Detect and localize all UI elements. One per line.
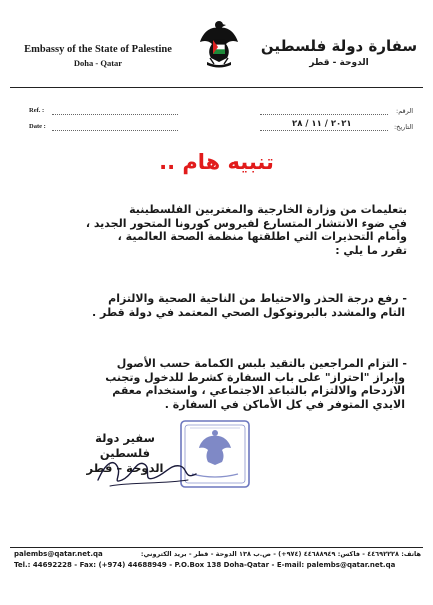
handwritten-signature (92, 450, 202, 492)
header-divider (10, 87, 423, 88)
point-two-line: الايدي المتوفر في كل الأماكن في السفارة . (164, 397, 405, 411)
date-label: Date : (29, 123, 46, 130)
footer-contact-english: Tel.: 44692228 - Fax: (+974) 44688949 - P.O.Box 138 Doha-Qatar - E-mail: palembs@qatar.net.qa (14, 561, 396, 569)
ref-label: Ref. : (29, 107, 45, 114)
ar-ref-line (260, 114, 388, 115)
ar-ref-label: الرقم: (396, 107, 413, 115)
point-two-line: الازدحام والالتزام بالتباعد الاجتماعي ، واستخدام معقم (112, 384, 405, 398)
ar-date-line (260, 130, 388, 131)
signature-title: سفير دولة فلسطين (95, 431, 155, 460)
ref-line (52, 114, 178, 115)
footer-divider (10, 547, 423, 548)
embassy-city-english: Doha - Qatar (73, 58, 123, 68)
point-two-line: - التزام المراجعين بالتقيد بلبس الكمامة حسب الأصول (116, 357, 407, 370)
embassy-city-arabic: الدوحة - قطر (309, 58, 369, 68)
point-two-line: وإبراز "احتراز" على باب السفارة كشرط للدخول وتجنب (105, 370, 405, 384)
signature-city: الدوحة – قطر (86, 461, 164, 475)
date-line (52, 130, 178, 131)
intro-line: بتعليمات من وزارة الخارجية والمغتربين الفلسطينية (129, 203, 407, 216)
intro-line: وأمام التحذيرات التي اطلقتها منظمة الصحة العالمية ، (117, 230, 407, 244)
point-one-line: - رفع درجة الحذر والاحتياط من الناحية الصحية والالتزام (108, 292, 407, 305)
palestine-eagle-emblem (197, 18, 241, 70)
point-one-line: التام والمشدد بالبروتوكول الصحي المعتمد في دولة قطر . (91, 305, 405, 319)
point-one (26, 292, 407, 319)
notice-title: تنبيه هام .. (159, 150, 274, 174)
footer-contact-arabic: هاتف: ٤٤٦٩٢٢٢٨ - فاكس: ٤٤٦٨٨٩٤٩ (٩٧٤+) - ص.ب ١٣٨ الدوحة - قطر - بريد الكتروني: (140, 550, 421, 558)
embassy-name-arabic: سفارة دولة فلسطين (260, 37, 418, 55)
intro-paragraph (26, 203, 407, 257)
embassy-name-english: Embassy of the State of Palestine (24, 44, 172, 55)
ar-date-label: التاريخ: (393, 123, 413, 131)
intro-line: في ضوء الانتشار المتسارع لفيروس كورونا المتحور الجديد ، (85, 216, 407, 230)
intro-line: تقرر ما يلي : (335, 243, 407, 257)
footer-email: palembs@qatar.net.qa (14, 550, 103, 558)
date-value: ٢٠٢١ / ١١ / ٢٨ (292, 119, 352, 129)
point-two (26, 357, 407, 411)
